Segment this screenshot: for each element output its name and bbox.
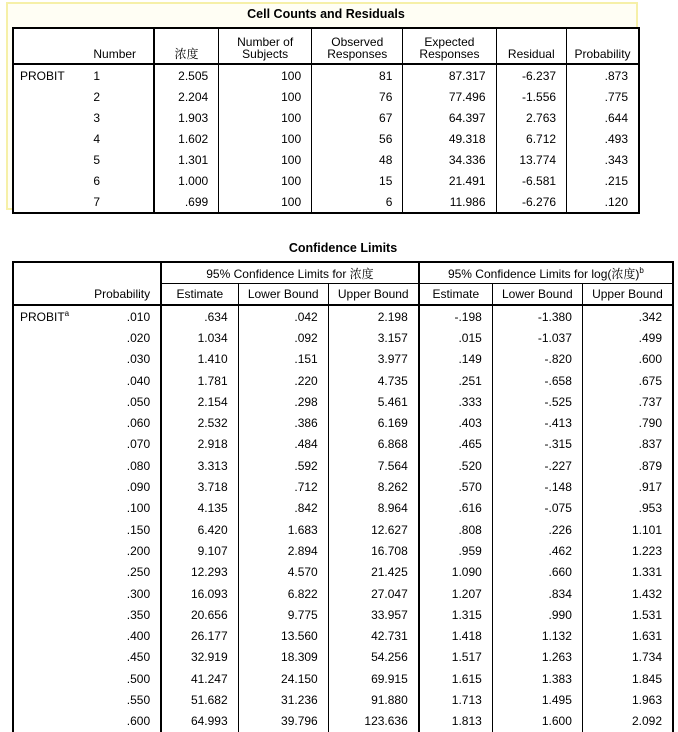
cell-residual: 2.763 <box>496 107 567 128</box>
cell-upper-bound: 7.564 <box>328 455 419 476</box>
cell-subjects: 100 <box>219 107 312 128</box>
row-group-label <box>13 412 88 433</box>
cell-log-lower-bound: 1.600 <box>492 711 582 732</box>
cell-estimate: .634 <box>161 305 238 327</box>
cell-log-estimate: .015 <box>419 327 493 348</box>
cell-log-estimate: .403 <box>419 412 493 433</box>
footnote-b: b <box>639 265 644 275</box>
cell-lower-bound: 13.560 <box>238 625 328 646</box>
cell-upper-bound: 3.977 <box>328 349 419 370</box>
row-group-label <box>13 562 88 583</box>
cell-residual: -6.237 <box>496 64 567 86</box>
header-subjects <box>219 28 312 64</box>
header-log-upper-bound: Upper Bound <box>582 284 673 306</box>
table-row <box>13 128 639 149</box>
cell-probability: .600 <box>126 714 151 729</box>
row-group-label <box>13 391 88 412</box>
cell-residual: 13.774 <box>496 149 567 170</box>
cell-log-estimate: .333 <box>419 391 493 412</box>
header-blank-3 <box>13 284 88 306</box>
cell-log-estimate: 1.615 <box>419 668 493 689</box>
cell-log-upper-bound: 1.101 <box>582 519 673 540</box>
row-group-label <box>13 647 88 668</box>
row-group-label <box>13 370 88 391</box>
cell-lower-bound: .484 <box>238 434 328 455</box>
row-group-label <box>13 604 88 625</box>
header-expected <box>403 28 496 64</box>
cell-number: 3 <box>93 110 101 125</box>
cell-log-lower-bound: .990 <box>492 604 582 625</box>
table-row <box>13 149 639 170</box>
row-group-label <box>13 128 85 149</box>
cell-probability: .300 <box>126 586 151 601</box>
row-group-label <box>13 86 85 107</box>
row-group-label <box>13 476 88 497</box>
header-probability: Probability <box>94 286 151 301</box>
header-observed-line2: Responses <box>327 47 388 61</box>
table-row <box>13 412 673 433</box>
cell-log-estimate: 1.517 <box>419 647 493 668</box>
cell-probability: .450 <box>126 650 151 665</box>
cell-upper-bound: 5.461 <box>328 391 419 412</box>
header-row <box>13 28 639 64</box>
cell-lower-bound: 4.570 <box>238 562 328 583</box>
cell-probability: .080 <box>126 458 151 473</box>
cell-estimate: 4.135 <box>161 498 238 519</box>
cell-log-lower-bound: .226 <box>492 519 582 540</box>
cell-estimate: 2.154 <box>161 391 238 412</box>
cell-log-upper-bound: .837 <box>582 434 673 455</box>
cell-estimate: 41.247 <box>161 668 238 689</box>
table-row <box>13 689 673 710</box>
cell-upper-bound: 6.868 <box>328 434 419 455</box>
cell-concentration: .699 <box>154 191 219 213</box>
header-residual: Residual <box>496 28 567 64</box>
cell-estimate: 20.656 <box>161 604 238 625</box>
cell-probability: .493 <box>567 128 639 149</box>
cell-probability: .775 <box>567 86 639 107</box>
cell-observed: 15 <box>312 170 403 191</box>
cell-number: 7 <box>93 194 101 209</box>
cell-estimate: 1.781 <box>161 370 238 391</box>
cell-probability: .070 <box>126 437 151 452</box>
cell-probability: .550 <box>126 692 151 707</box>
cell-lower-bound: 1.683 <box>238 519 328 540</box>
table-row <box>13 170 639 191</box>
footnote-a: a <box>64 308 70 318</box>
table-row <box>13 625 673 646</box>
cell-observed: 48 <box>312 149 403 170</box>
cell-observed: 56 <box>312 128 403 149</box>
cell-lower-bound: 2.894 <box>238 540 328 561</box>
table-row <box>13 305 673 327</box>
table-row <box>13 64 639 86</box>
cell-counts-title: Cell Counts and Residuals <box>247 7 405 21</box>
table-row <box>13 476 673 497</box>
cell-observed: 81 <box>312 64 403 86</box>
cell-log-lower-bound: -.413 <box>492 412 582 433</box>
cell-estimate: 16.093 <box>161 583 238 604</box>
cell-subjects: 100 <box>219 170 312 191</box>
cell-upper-bound: 8.262 <box>328 476 419 497</box>
cell-estimate: 6.420 <box>161 519 238 540</box>
cell-subjects: 100 <box>219 191 312 213</box>
cell-lower-bound: .151 <box>238 349 328 370</box>
cell-log-lower-bound: 1.383 <box>492 668 582 689</box>
cell-estimate: 26.177 <box>161 625 238 646</box>
cell-log-estimate: .959 <box>419 540 493 561</box>
cell-log-lower-bound: -.658 <box>492 370 582 391</box>
cell-log-lower-bound: -1.037 <box>492 327 582 348</box>
group-label-text: PROBIT <box>20 309 65 324</box>
cell-estimate: 3.313 <box>161 455 238 476</box>
table-row <box>13 498 673 519</box>
header-observed-line1: Observed <box>331 35 384 49</box>
cell-log-lower-bound: -.148 <box>492 476 582 497</box>
cell-estimate: 2.918 <box>161 434 238 455</box>
header-concentration: 浓度 <box>154 28 219 64</box>
header-lower-bound: Lower Bound <box>238 284 328 306</box>
table-row <box>13 540 673 561</box>
row-group-label <box>13 668 88 689</box>
cell-log-upper-bound: 1.963 <box>582 689 673 710</box>
cell-probability: .500 <box>126 671 151 686</box>
header-blank <box>13 28 85 64</box>
cell-estimate: 2.532 <box>161 412 238 433</box>
row-group-label <box>13 349 88 370</box>
header-log-lower-bound: Lower Bound <box>492 284 582 306</box>
cell-residual: 6.712 <box>496 128 567 149</box>
cell-log-estimate: .149 <box>419 349 493 370</box>
cell-log-estimate: .465 <box>419 434 493 455</box>
table-row <box>13 107 639 128</box>
cell-concentration: 1.903 <box>154 107 219 128</box>
cell-probability: .873 <box>567 64 639 86</box>
cell-concentration: 1.602 <box>154 128 219 149</box>
row-group-label <box>13 711 88 732</box>
cell-probability: .020 <box>126 330 151 345</box>
cell-counts-table[interactable] <box>12 27 640 214</box>
cell-probability: .090 <box>126 480 151 495</box>
cell-upper-bound: 123.636 <box>328 711 419 732</box>
cell-lower-bound: 39.796 <box>238 711 328 732</box>
table-row <box>13 86 639 107</box>
cell-probability: .050 <box>126 394 151 409</box>
row-group-label <box>13 327 88 348</box>
cell-observed: 76 <box>312 86 403 107</box>
cell-log-upper-bound: .675 <box>582 370 673 391</box>
cell-lower-bound: 31.236 <box>238 689 328 710</box>
cell-log-estimate: 1.713 <box>419 689 493 710</box>
header-observed <box>312 28 403 64</box>
cell-lower-bound: .592 <box>238 455 328 476</box>
cell-upper-bound: 27.047 <box>328 583 419 604</box>
cell-probability: .030 <box>126 352 151 367</box>
cell-log-lower-bound: -.227 <box>492 455 582 476</box>
cell-upper-bound: 16.708 <box>328 540 419 561</box>
header-estimate: Estimate <box>161 284 238 306</box>
cell-lower-bound: .842 <box>238 498 328 519</box>
cell-probability: .120 <box>567 191 639 213</box>
row-group-label <box>13 170 85 191</box>
cell-log-upper-bound: 1.631 <box>582 625 673 646</box>
cell-log-estimate: 1.315 <box>419 604 493 625</box>
cell-lower-bound: 24.150 <box>238 668 328 689</box>
table-row <box>13 370 673 391</box>
cell-log-upper-bound: .790 <box>582 412 673 433</box>
header-group-concentration: 95% Confidence Limits for 浓度 <box>161 262 419 284</box>
cell-residual: -1.556 <box>496 86 567 107</box>
cell-number: 5 <box>93 152 101 167</box>
cell-log-estimate: .251 <box>419 370 493 391</box>
cell-subjects: 100 <box>219 64 312 86</box>
cell-estimate: 32.919 <box>161 647 238 668</box>
cell-log-estimate: .616 <box>419 498 493 519</box>
cell-log-upper-bound: 1.845 <box>582 668 673 689</box>
cell-concentration: 2.505 <box>154 64 219 86</box>
cell-log-upper-bound: 1.531 <box>582 604 673 625</box>
row-group-label <box>13 519 88 540</box>
header-group-log-concentration <box>419 262 673 284</box>
cell-lower-bound: .298 <box>238 391 328 412</box>
cell-expected: 11.986 <box>403 191 496 213</box>
cell-upper-bound: 8.964 <box>328 498 419 519</box>
row-group-label <box>13 583 88 604</box>
cell-log-lower-bound: -1.380 <box>492 305 582 327</box>
cell-log-lower-bound: -.525 <box>492 391 582 412</box>
cell-subjects: 100 <box>219 128 312 149</box>
table-row <box>13 562 673 583</box>
cell-number: 6 <box>93 173 101 188</box>
cell-upper-bound: 54.256 <box>328 647 419 668</box>
cell-upper-bound: 69.915 <box>328 668 419 689</box>
cell-log-lower-bound: .462 <box>492 540 582 561</box>
cell-log-upper-bound: .342 <box>582 305 673 327</box>
row-group-label <box>13 689 88 710</box>
cell-log-upper-bound: .600 <box>582 349 673 370</box>
table-row <box>13 434 673 455</box>
cell-probability: .644 <box>567 107 639 128</box>
cell-lower-bound: 18.309 <box>238 647 328 668</box>
cell-estimate: 51.682 <box>161 689 238 710</box>
cell-upper-bound: 91.880 <box>328 689 419 710</box>
cell-observed: 6 <box>312 191 403 213</box>
cell-probability: .250 <box>126 565 151 580</box>
cell-lower-bound: .220 <box>238 370 328 391</box>
header-subjects-line1: Number of <box>237 35 294 49</box>
header-log-estimate: Estimate <box>419 284 493 306</box>
header-blank <box>13 262 88 284</box>
cell-estimate: 3.718 <box>161 476 238 497</box>
header-expected-line2: Responses <box>419 47 480 61</box>
cell-log-estimate: 1.813 <box>419 711 493 732</box>
cell-concentration: 1.000 <box>154 170 219 191</box>
cell-log-estimate: -.198 <box>419 305 493 327</box>
cell-estimate: 64.993 <box>161 711 238 732</box>
cell-log-lower-bound: -.315 <box>492 434 582 455</box>
cell-expected: 77.496 <box>403 86 496 107</box>
table-row <box>13 647 673 668</box>
confidence-limits-table[interactable] <box>12 261 674 732</box>
cell-expected: 34.336 <box>403 149 496 170</box>
cell-log-upper-bound: .953 <box>582 498 673 519</box>
cell-probability: .215 <box>567 170 639 191</box>
cell-log-lower-bound: .834 <box>492 583 582 604</box>
cell-probability: .040 <box>126 373 151 388</box>
cell-log-upper-bound: .499 <box>582 327 673 348</box>
cell-observed: 67 <box>312 107 403 128</box>
cell-log-estimate: 1.418 <box>419 625 493 646</box>
cell-lower-bound: 6.822 <box>238 583 328 604</box>
confidence-limits-title: Confidence Limits <box>288 241 398 255</box>
cell-number: 1 <box>93 68 101 83</box>
cell-number: 2 <box>93 89 101 104</box>
header-row-columns <box>13 284 673 306</box>
cell-expected: 64.397 <box>403 107 496 128</box>
cell-lower-bound: .712 <box>238 476 328 497</box>
row-group-label <box>13 107 85 128</box>
header-group-log-label: 95% Confidence Limits for log(浓度) <box>447 266 640 281</box>
cell-expected: 87.317 <box>403 64 496 86</box>
cell-estimate: 9.107 <box>161 540 238 561</box>
row-group-label <box>13 149 85 170</box>
cell-log-estimate: 1.090 <box>419 562 493 583</box>
cell-lower-bound: .042 <box>238 305 328 327</box>
cell-probability: .400 <box>126 629 151 644</box>
table-row <box>13 391 673 412</box>
header-expected-line1: Expected <box>424 35 475 49</box>
cell-residual: -6.276 <box>496 191 567 213</box>
table-row <box>13 191 639 213</box>
cell-probability: .350 <box>126 607 151 622</box>
table-row <box>13 455 673 476</box>
row-group-label <box>13 625 88 646</box>
cell-log-estimate: .808 <box>419 519 493 540</box>
row-group-label <box>13 305 88 327</box>
table-row <box>13 604 673 625</box>
cell-log-estimate: .570 <box>419 476 493 497</box>
row-group-label <box>13 540 88 561</box>
header-number: Number <box>93 47 137 61</box>
table-row <box>13 327 673 348</box>
table-row <box>13 349 673 370</box>
cell-upper-bound: 3.157 <box>328 327 419 348</box>
cell-log-lower-bound: -.820 <box>492 349 582 370</box>
row-group-label <box>13 498 88 519</box>
cell-log-upper-bound: 1.223 <box>582 540 673 561</box>
cell-upper-bound: 33.957 <box>328 604 419 625</box>
header-subjects-line2: Subjects <box>242 47 289 61</box>
cell-concentration: 2.204 <box>154 86 219 107</box>
cell-log-estimate: 1.207 <box>419 583 493 604</box>
row-group-label <box>13 434 88 455</box>
table-row <box>13 583 673 604</box>
cell-probability: .150 <box>126 522 151 537</box>
cell-expected: 21.491 <box>403 170 496 191</box>
cell-probability: .100 <box>126 501 151 516</box>
cell-probability: .200 <box>126 543 151 558</box>
cell-probability: .060 <box>126 416 151 431</box>
table-row <box>13 668 673 689</box>
cell-log-upper-bound: .737 <box>582 391 673 412</box>
cell-log-lower-bound: -.075 <box>492 498 582 519</box>
cell-upper-bound: 2.198 <box>328 305 419 327</box>
cell-log-lower-bound: 1.132 <box>492 625 582 646</box>
cell-log-upper-bound: .917 <box>582 476 673 497</box>
cell-log-upper-bound: 2.092 <box>582 711 673 732</box>
cell-lower-bound: 9.775 <box>238 604 328 625</box>
table-row <box>13 711 673 732</box>
cell-expected: 49.318 <box>403 128 496 149</box>
cell-residual: -6.581 <box>496 170 567 191</box>
cell-estimate: 1.410 <box>161 349 238 370</box>
header-probability: Probability <box>567 28 639 64</box>
cell-estimate: 12.293 <box>161 562 238 583</box>
cell-log-upper-bound: 1.432 <box>582 583 673 604</box>
row-group-label <box>13 191 85 213</box>
cell-log-upper-bound: .879 <box>582 455 673 476</box>
cell-lower-bound: .386 <box>238 412 328 433</box>
cell-log-upper-bound: 1.331 <box>582 562 673 583</box>
cell-log-estimate: .520 <box>419 455 493 476</box>
cell-upper-bound: 6.169 <box>328 412 419 433</box>
cell-upper-bound: 42.731 <box>328 625 419 646</box>
table-row <box>13 519 673 540</box>
row-group-label <box>13 455 88 476</box>
cell-upper-bound: 12.627 <box>328 519 419 540</box>
cell-probability: .343 <box>567 149 639 170</box>
cell-log-lower-bound: 1.495 <box>492 689 582 710</box>
cell-number: 4 <box>93 131 101 146</box>
header-blank-2 <box>88 262 161 284</box>
cell-probability: .010 <box>126 309 151 324</box>
cell-log-lower-bound: .660 <box>492 562 582 583</box>
cell-upper-bound: 4.735 <box>328 370 419 391</box>
cell-concentration: 1.301 <box>154 149 219 170</box>
cell-subjects: 100 <box>219 86 312 107</box>
cell-estimate: 1.034 <box>161 327 238 348</box>
cell-lower-bound: .092 <box>238 327 328 348</box>
cell-log-lower-bound: 1.263 <box>492 647 582 668</box>
cell-upper-bound: 21.425 <box>328 562 419 583</box>
header-upper-bound: Upper Bound <box>328 284 419 306</box>
header-row-group <box>13 262 673 284</box>
cell-subjects: 100 <box>219 149 312 170</box>
cell-log-upper-bound: 1.734 <box>582 647 673 668</box>
row-group-label: PROBIT <box>20 68 65 83</box>
